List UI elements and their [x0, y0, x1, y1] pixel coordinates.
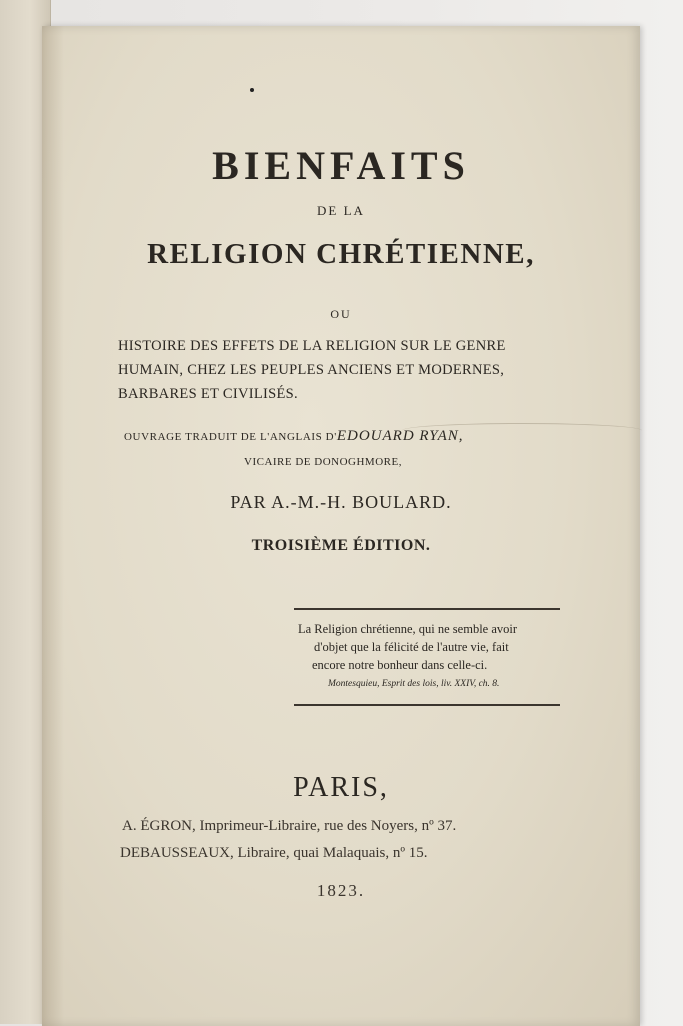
title-page [42, 26, 640, 1026]
epigraph-bottom-rule [294, 704, 560, 706]
title-ou: OU [330, 307, 352, 321]
epigraph-source: Montesquieu, Esprit des lois, liv. XXIV, ch. 8. [328, 679, 500, 689]
author-title: VICAIRE DE DONOGHMORE, [244, 456, 402, 468]
subtitle-line-1: HISTOIRE DES EFFETS DE LA RELIGION SUR LE GENRE [118, 338, 506, 354]
translation-credit [124, 428, 464, 445]
title-connector: DE LA [317, 203, 365, 218]
subtitle-line-2: HUMAIN, CHEZ LES PEUPLES ANCIENS ET MODERNES, [118, 362, 505, 378]
subtitle-line-3: BARBARES ET CIVILISÉS. [118, 386, 298, 402]
translator-credit: PAR A.-M.-H. BOULARD. [230, 492, 452, 512]
book-title: BIENFAITS [212, 143, 470, 188]
imprint-printer: A. ÉGRON, Imprimeur-Libraire, rue des Noyers, nº 37. [122, 818, 457, 834]
imprint-year: 1823. [316, 881, 366, 900]
epigraph-top-rule [294, 608, 560, 610]
epigraph-line-3: encore notre bonheur dans celle-ci. [312, 658, 488, 672]
imprint-city: PARIS, [293, 772, 389, 803]
epigraph-line-1: La Religion chrétienne, qui ne semble avoir [298, 622, 518, 636]
ink-speck [250, 88, 254, 92]
book-subject: RELIGION CHRÉTIENNE, [147, 238, 535, 270]
epigraph-line-2: d'objet que la félicité de l'autre vie, fait [314, 640, 509, 654]
imprint-bookseller: DEBAUSSEAUX, Libraire, quai Malaquais, nº 15. [120, 845, 428, 861]
translation-label: OUVRAGE TRADUIT DE L'ANGLAIS D' [124, 431, 337, 443]
edition-statement: TROISIÈME ÉDITION. [251, 537, 431, 554]
author-name: EDOUARD RYAN, [336, 428, 464, 444]
